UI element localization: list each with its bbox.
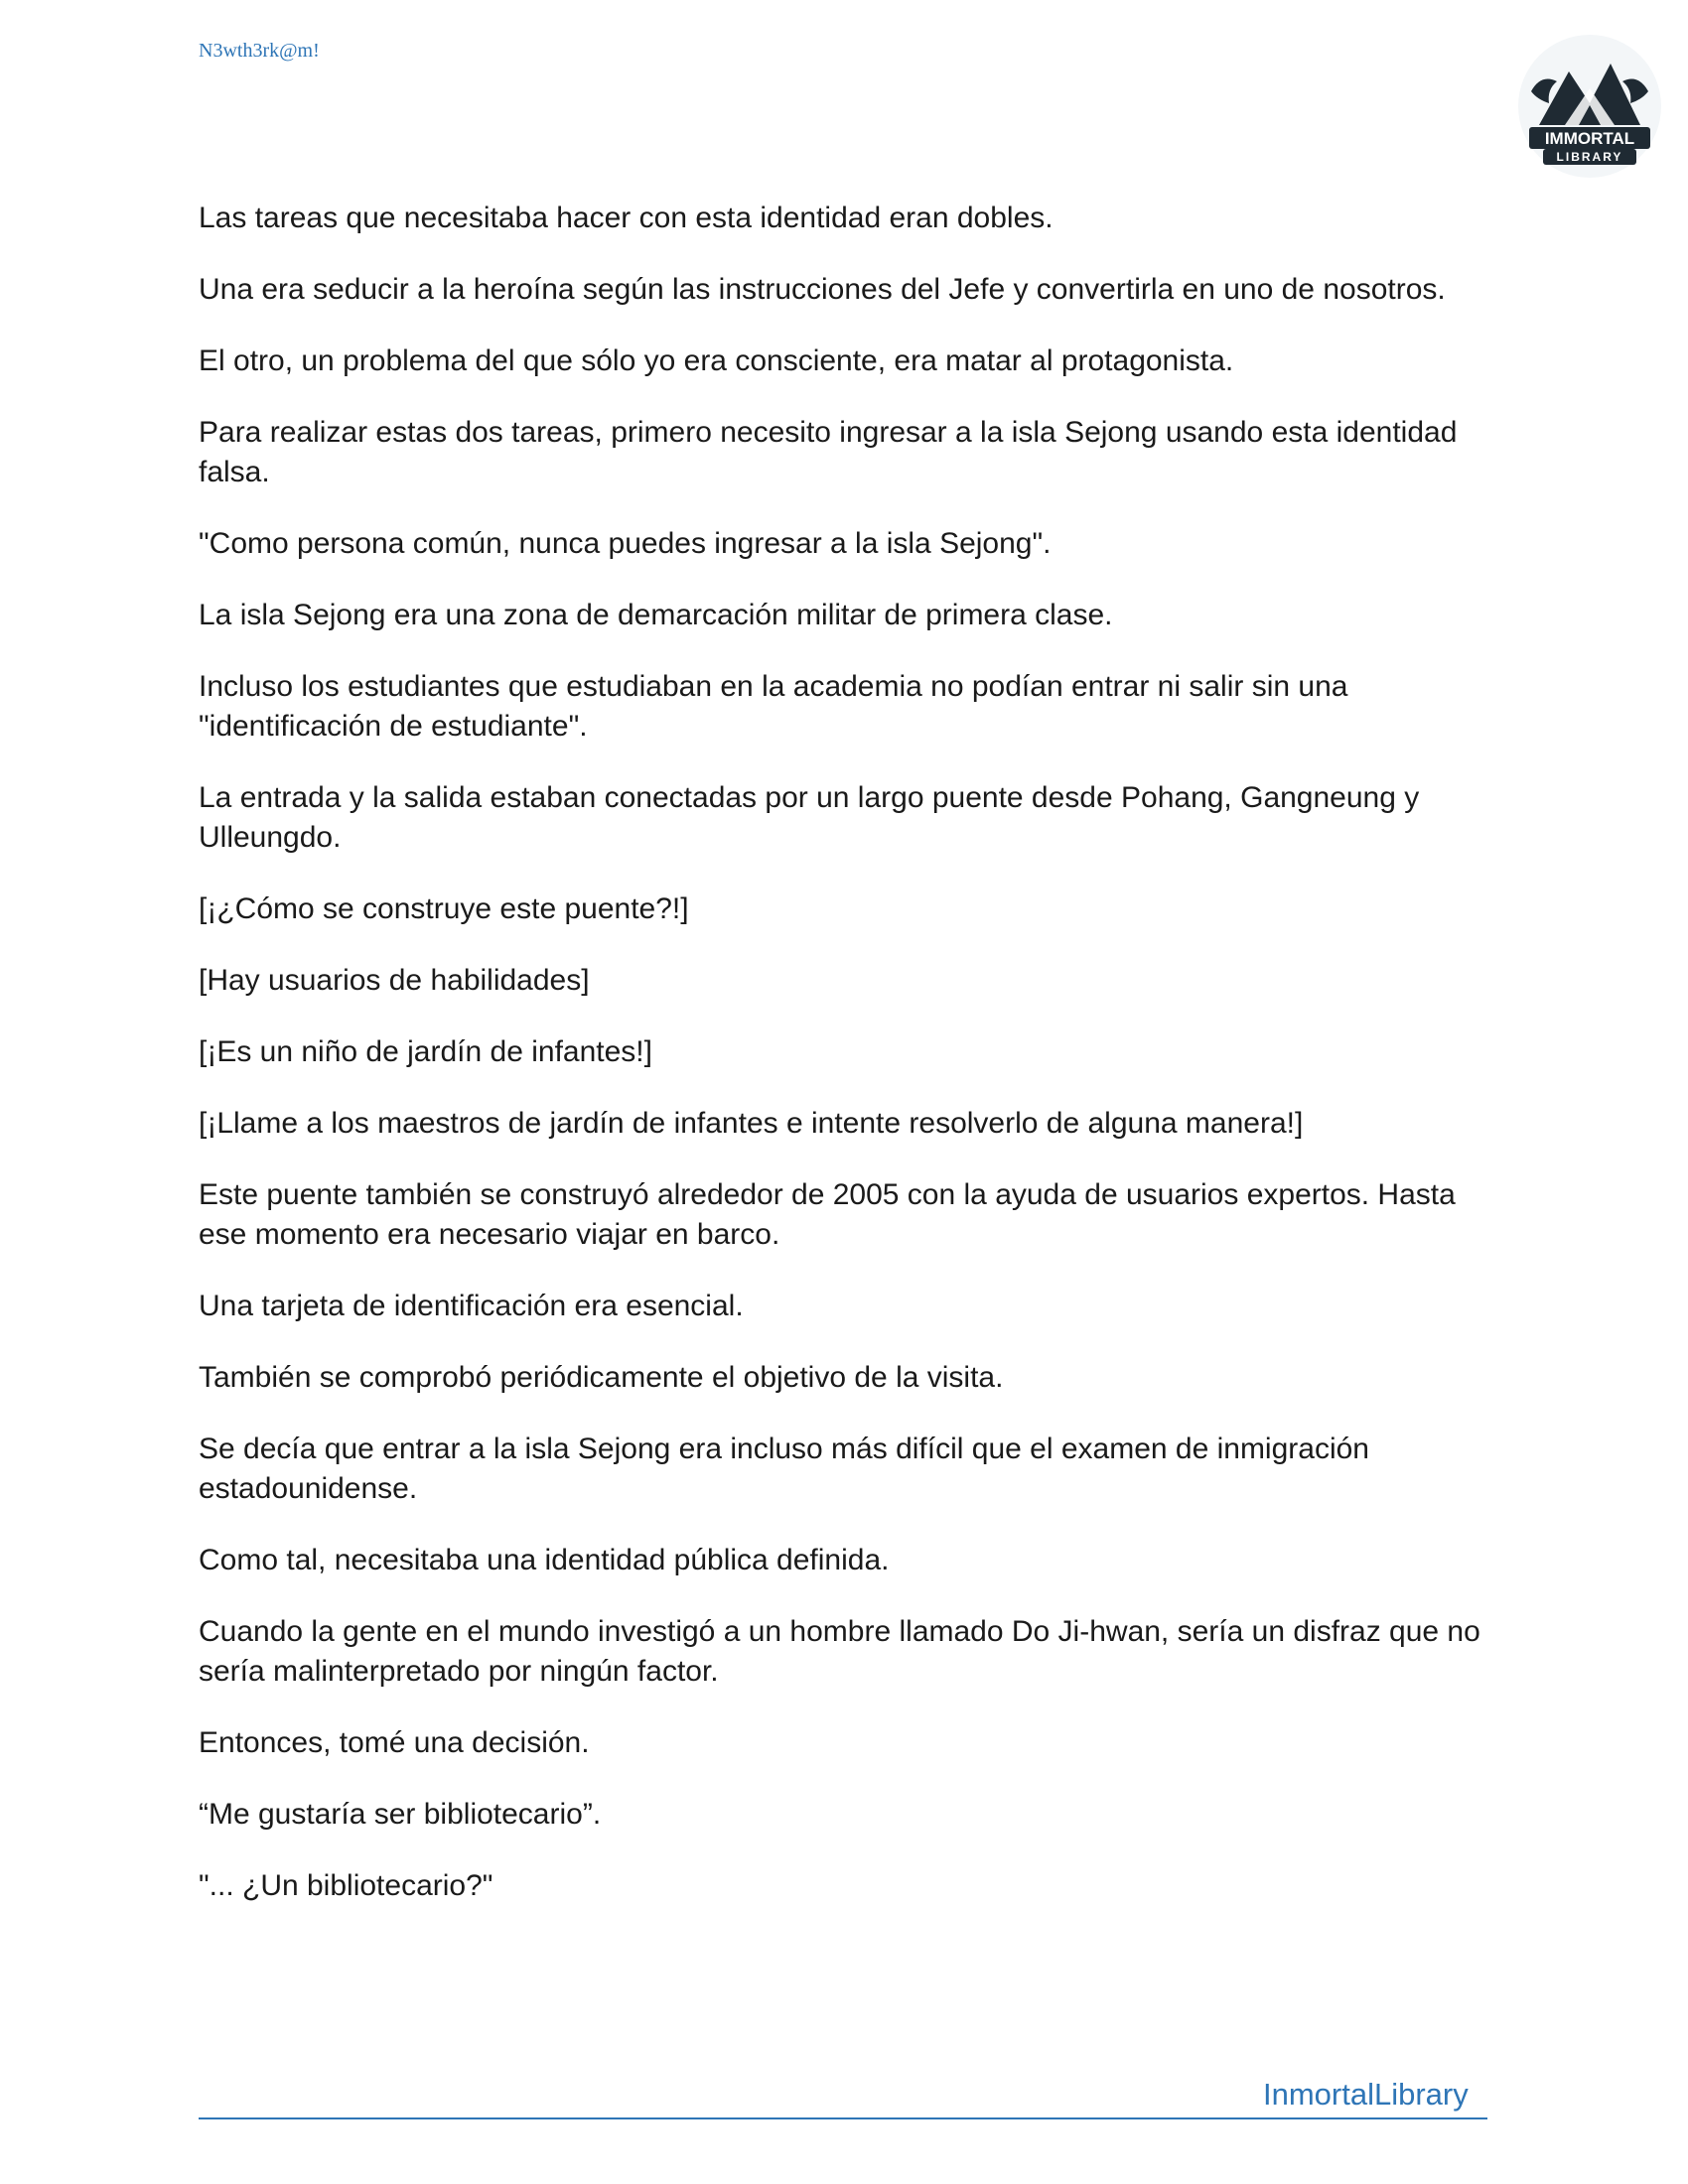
paragraph: Como tal, necesitaba una identidad pública definida.	[199, 1544, 890, 1576]
logo-line1: IMMORTAL	[1544, 129, 1635, 148]
header-tag: N3wth3rk@m!	[199, 40, 320, 62]
paragraph: Entonces, tomé una decisión.	[199, 1726, 590, 1759]
paragraph: Una tarjeta de identificación era esencial.	[199, 1290, 744, 1322]
paragraph: “Me gustaría ser bibliotecario”.	[199, 1798, 602, 1831]
paragraph: Incluso los estudiantes que estudiaban en la academia no podían entrar ni salir sin una "identificación de estudiante".	[199, 670, 1348, 743]
paragraph: [¡Es un niño de jardín de infantes!]	[199, 1035, 652, 1068]
paragraph: Una era seducir a la heroína según las instrucciones del Jefe y convertirla en uno de nosotros.	[199, 273, 1446, 306]
paragraph: "Como persona común, nunca puedes ingresar a la isla Sejong".	[199, 527, 1052, 560]
paragraph: [¡Llame a los maestros de jardín de infantes e intente resolverlo de alguna manera!]	[199, 1107, 1304, 1140]
paragraph: Se decía que entrar a la isla Sejong era incluso más difícil que el examen de inmigración estadounidense.	[199, 1433, 1369, 1505]
paragraph: Cuando la gente en el mundo investigó a un hombre llamado Do Ji-hwan, sería un disfraz que no sería malinterpretado por ningún factor.	[199, 1615, 1480, 1688]
paragraph: El otro, un problema del que sólo yo era consciente, era matar al protagonista.	[199, 344, 1234, 377]
paragraph: La entrada y la salida estaban conectadas por un largo puente desde Pohang, Gangneung y Ulleungdo.	[199, 781, 1420, 854]
paragraph: Las tareas que necesitaba hacer con esta identidad eran dobles.	[199, 202, 1054, 234]
paragraph: [Hay usuarios de habilidades]	[199, 964, 590, 997]
immortal-library-logo-icon	[1517, 34, 1662, 179]
paragraph: Para realizar estas dos tareas, primero necesito ingresar a la isla Sejong usando esta identidad falsa.	[199, 416, 1458, 488]
document-body	[199, 199, 1489, 1938]
paragraph: "... ¿Un bibliotecario?"	[199, 1869, 493, 1902]
paragraph: Este puente también se construyó alrededor de 2005 con la ayuda de usuarios expertos. Hasta ese momento era necesario viajar en barco.	[199, 1178, 1456, 1251]
paragraph: [¡¿Cómo se construye este puente?!]	[199, 892, 689, 925]
footer-divider	[199, 2117, 1487, 2119]
paragraph: La isla Sejong era una zona de demarcación militar de primera clase.	[199, 599, 1113, 631]
footer-link[interactable]: InmortalLibrary	[1263, 2077, 1469, 2112]
logo-line2: LIBRARY	[1556, 150, 1623, 164]
paragraph: También se comprobó periódicamente el objetivo de la visita.	[199, 1361, 1004, 1394]
